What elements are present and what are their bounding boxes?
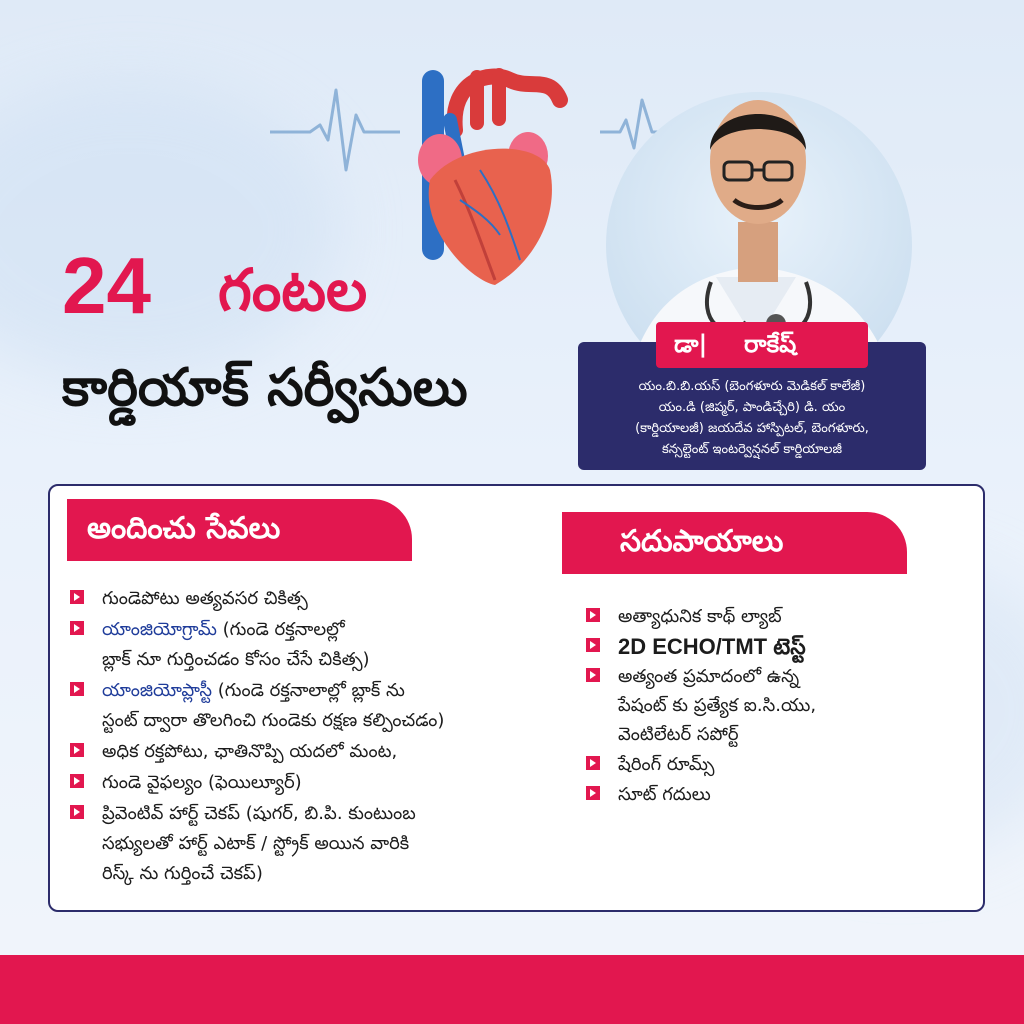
doctor-name: రాకేష్ — [744, 330, 797, 358]
list-item: యాంజియోప్లాస్టీ (గుండె రక్తనాలాల్లో బ్లాక్ ను స్టంట్ ద్వారా తొలగించి గుండెకు రక్షణ కల్పించడం) — [70, 676, 540, 736]
bullet-icon — [586, 668, 600, 682]
footer-bar — [0, 955, 1024, 1024]
qualification-line: కన్సల్టెంట్ ఇంటర్వెన్షనల్ కార్డియాలజీ — [662, 442, 842, 457]
bullet-icon — [70, 621, 84, 635]
list-item: గుండె వైఫల్యం (ఫెయిల్యూర్) — [70, 768, 540, 798]
bullet-icon — [586, 756, 600, 770]
highlight-text: యాంజియోగ్రామ్ — [102, 619, 217, 640]
facilities-title-banner — [562, 512, 907, 574]
doctor-prefix: డా| — [674, 330, 708, 358]
headline-number: 24 — [62, 241, 151, 330]
qualification-line: యం.బి.బి.యస్ (బెంగళూరు మెడికల్ కాలేజీ) — [638, 379, 866, 394]
bullet-icon — [70, 774, 84, 788]
list-item: షేరింగ్ రూమ్స్ — [586, 750, 906, 779]
highlight-text: యాంజియోప్లాస్టీ — [102, 680, 213, 701]
qualification-line: యం.డి (జిప్మర్, పాండిచ్చేరి) డి. యం — [658, 400, 846, 415]
bullet-icon — [586, 608, 600, 622]
heart-illustration — [400, 60, 570, 290]
doctor-name-tag — [656, 322, 868, 368]
bullet-icon — [586, 786, 600, 800]
bullet-icon — [70, 682, 84, 696]
headline-word: గంటల — [218, 256, 368, 324]
headline-subtitle: కార్డియాక్ సర్వీసులు — [62, 358, 468, 418]
list-item: గుండెపోటు అత్యవసర చికిత్స — [70, 584, 540, 614]
bullet-icon — [70, 743, 84, 757]
list-item: అధిక రక్తపోటు, ఛాతినొప్పి యదలో మంట, — [70, 737, 540, 767]
qualification-line: (కార్డియాలజీ) జయదేవ హాస్పిటల్, బెంగళూరు, — [635, 421, 869, 436]
bullet-icon — [70, 590, 84, 604]
list-item: ప్రివెంటివ్ హార్ట్ చెకప్ (షుగర్, బి.పి. కుంటుంబ సభ్యులతో హార్ట్ ఎటాక్ / స్ట్రోక్ అయిన వారికి రిస్క్ ను గుర్తించే చెకప్) — [70, 799, 540, 889]
list-item: 2D ECHO/TMT టెస్ట్ — [586, 632, 906, 661]
list-item: అత్యంత ప్రమాదంలో ఉన్న పేషంట్ కు ప్రత్యేక ఐ.సి.యు, వెంటిలేటర్ సపోర్ట్ — [586, 662, 906, 749]
bullet-icon — [586, 638, 600, 652]
list-item: యాంజియోగ్రామ్ (గుండె రక్తనాలల్లో బ్లాక్ నూ గుర్తించడం కోసం చేసే చికిత్స) — [70, 615, 540, 675]
doctor-qualifications — [582, 376, 922, 460]
bullet-icon — [70, 805, 84, 819]
list-item: అత్యాధునిక కాథ్ ల్యాబ్ — [586, 602, 906, 631]
facilities-list — [586, 602, 906, 810]
services-title-banner — [67, 499, 412, 561]
facilities-title: సదుపాయాలు — [620, 524, 784, 559]
services-title: అందించు సేవలు — [87, 511, 281, 546]
list-item: సూట్ గదులు — [586, 780, 906, 809]
services-list — [70, 584, 540, 890]
